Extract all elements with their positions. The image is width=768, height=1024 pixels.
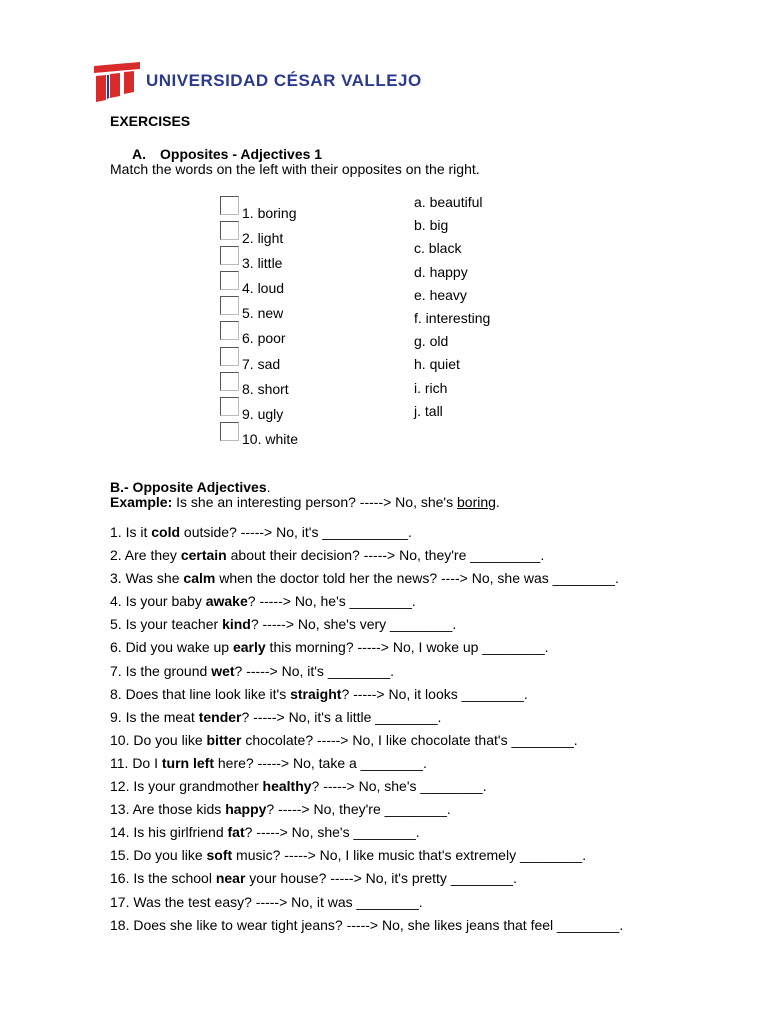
question-item <box>110 593 623 616</box>
question-keyword: fat <box>227 824 245 841</box>
right-word-item: g. old <box>414 333 449 350</box>
question-keyword: certain <box>180 547 227 564</box>
question-post: your house? -----> No, it's pretty ________. <box>245 870 517 887</box>
question-keyword: bitter <box>206 731 242 748</box>
question-keyword: healthy <box>262 778 312 795</box>
answer-box[interactable] <box>220 422 239 441</box>
right-word-item: d. happy <box>414 263 468 280</box>
question-item <box>110 894 623 917</box>
question-item <box>110 547 623 570</box>
question-item <box>110 732 623 755</box>
question-item <box>110 639 623 662</box>
question-pre: 9. Is the meat <box>110 708 199 725</box>
section-b-example <box>110 494 500 510</box>
section-a-heading <box>132 146 322 162</box>
example-end: . <box>495 494 500 510</box>
question-item <box>110 709 623 732</box>
question-keyword: cold <box>151 524 181 540</box>
left-word-label: 7. sad <box>242 355 281 372</box>
right-word-item: a. beautiful <box>414 194 483 210</box>
question-item <box>110 917 623 940</box>
question-pre: 12. Is your grandmother <box>110 778 263 795</box>
section-b-period: . <box>266 479 271 495</box>
answer-box[interactable] <box>220 271 239 290</box>
left-word-label: 5. new <box>242 305 284 322</box>
question-item <box>110 524 623 547</box>
answer-box[interactable] <box>220 321 239 340</box>
question-list <box>110 524 623 940</box>
question-item <box>110 570 623 593</box>
answer-box[interactable] <box>220 221 239 240</box>
section-a-letter: A. <box>132 146 146 162</box>
left-word-label: 9. ugly <box>242 405 284 422</box>
question-pre: 17. Was the test easy? -----> No, it was ________. <box>110 893 423 910</box>
question-item <box>110 616 623 639</box>
page-title: EXERCISES <box>110 113 191 129</box>
question-keyword: turn left <box>161 754 214 771</box>
answer-box[interactable] <box>220 246 239 265</box>
question-pre: 8. Does that line look like it's <box>110 685 291 702</box>
question-pre: 18. Does she like to wear tight jeans? -----> No, she likes jeans that feel ________. <box>110 916 624 933</box>
question-item <box>110 755 623 778</box>
question-pre: 4. Is your baby <box>110 593 206 610</box>
question-keyword: calm <box>183 570 216 587</box>
question-post: ? -----> No, he's ________. <box>247 593 416 610</box>
example-label: Example: <box>110 494 173 510</box>
right-word-list <box>414 194 490 426</box>
question-keyword: happy <box>225 801 267 818</box>
answer-box[interactable] <box>220 196 239 215</box>
right-word-item: h. quiet <box>414 356 460 373</box>
question-item <box>110 663 623 686</box>
question-pre: 10. Do you like <box>110 731 207 748</box>
question-keyword: kind <box>222 616 251 633</box>
question-pre: 14. Is his girlfriend <box>110 824 228 841</box>
university-shield-icon <box>94 62 140 102</box>
question-post: chocolate? -----> No, I like chocolate that's ________. <box>241 731 578 748</box>
question-item <box>110 686 623 709</box>
question-post: ? -----> No, it's ________. <box>234 662 394 679</box>
answer-box[interactable] <box>220 397 239 416</box>
university-name: UNIVERSIDAD CÉSAR VALLEJO <box>146 71 422 90</box>
question-pre: 6. Did you wake up <box>110 639 233 656</box>
question-keyword: awake <box>205 593 248 610</box>
question-keyword: soft <box>206 847 233 864</box>
question-post: about their decision? -----> No, they're _________. <box>226 547 545 564</box>
left-word-label: 6. poor <box>242 330 286 347</box>
left-word-label: 3. little <box>242 255 283 272</box>
question-keyword: tender <box>198 708 242 725</box>
question-post: outside? -----> No, it's ___________. <box>180 524 412 540</box>
question-item <box>110 870 623 893</box>
question-pre: 5. Is your teacher <box>110 616 223 633</box>
question-post: ? -----> No, she's ________. <box>311 778 487 795</box>
question-post: ? -----> No, it looks ________. <box>341 685 528 702</box>
right-word-item: i. rich <box>414 379 448 396</box>
question-keyword: wet <box>211 662 235 679</box>
example-answer: boring <box>457 494 496 510</box>
question-pre: 2. Are they <box>110 547 181 564</box>
answer-box[interactable] <box>220 296 239 315</box>
question-pre: 1. Is it <box>110 524 152 540</box>
left-word-label: 4. loud <box>242 280 285 297</box>
question-pre: 13. Are those kids <box>110 801 226 818</box>
question-keyword: near <box>215 870 246 887</box>
right-word-item: b. big <box>414 217 449 234</box>
question-keyword: early <box>232 639 266 656</box>
section-b-heading <box>110 479 271 495</box>
answer-box[interactable] <box>220 347 239 366</box>
answer-box[interactable] <box>220 372 239 391</box>
question-post: ? -----> No, she's ________. <box>244 824 420 841</box>
question-pre: 16. Is the school <box>110 870 216 887</box>
right-word-item: j. tall <box>414 402 443 419</box>
question-post: ? -----> No, it's a little ________. <box>241 708 442 725</box>
right-word-item: c. black <box>414 240 462 257</box>
question-item <box>110 801 623 824</box>
right-word-item: f. interesting <box>414 309 491 326</box>
question-post: ? -----> No, she's very ________. <box>250 616 457 633</box>
question-post: music? -----> No, I like music that's extremely ________. <box>232 847 587 864</box>
left-word-label: 8. short <box>242 380 289 397</box>
section-a-instructions: Match the words on the left with their opposites on the right. <box>110 161 480 177</box>
question-item <box>110 824 623 847</box>
question-pre: 7. Is the ground <box>110 662 212 679</box>
question-item <box>110 847 623 870</box>
question-post: when the doctor told her the news? ----> No, she was ________. <box>215 570 619 587</box>
question-keyword: straight <box>290 685 342 702</box>
question-post: ? -----> No, they're ________. <box>266 801 451 818</box>
right-word-item: e. heavy <box>414 286 467 303</box>
section-a-title: Opposites - Adjectives 1 <box>160 146 323 162</box>
university-header <box>94 62 422 106</box>
question-post: here? -----> No, take a ________. <box>214 754 427 771</box>
left-word-label: 1. boring <box>242 205 297 221</box>
question-pre: 11. Do I <box>110 754 162 771</box>
section-b-title: B.- Opposite Adjectives <box>110 479 267 495</box>
question-pre: 15. Do you like <box>110 847 207 864</box>
left-word-label: 2. light <box>242 230 284 247</box>
example-text: Is she an interesting person? -----> No, she's <box>172 494 457 510</box>
question-post: this morning? -----> No, I woke up ________. <box>265 639 549 656</box>
question-pre: 3. Was she <box>110 570 184 587</box>
question-item <box>110 778 623 801</box>
left-word-label: 10. white <box>242 430 299 447</box>
